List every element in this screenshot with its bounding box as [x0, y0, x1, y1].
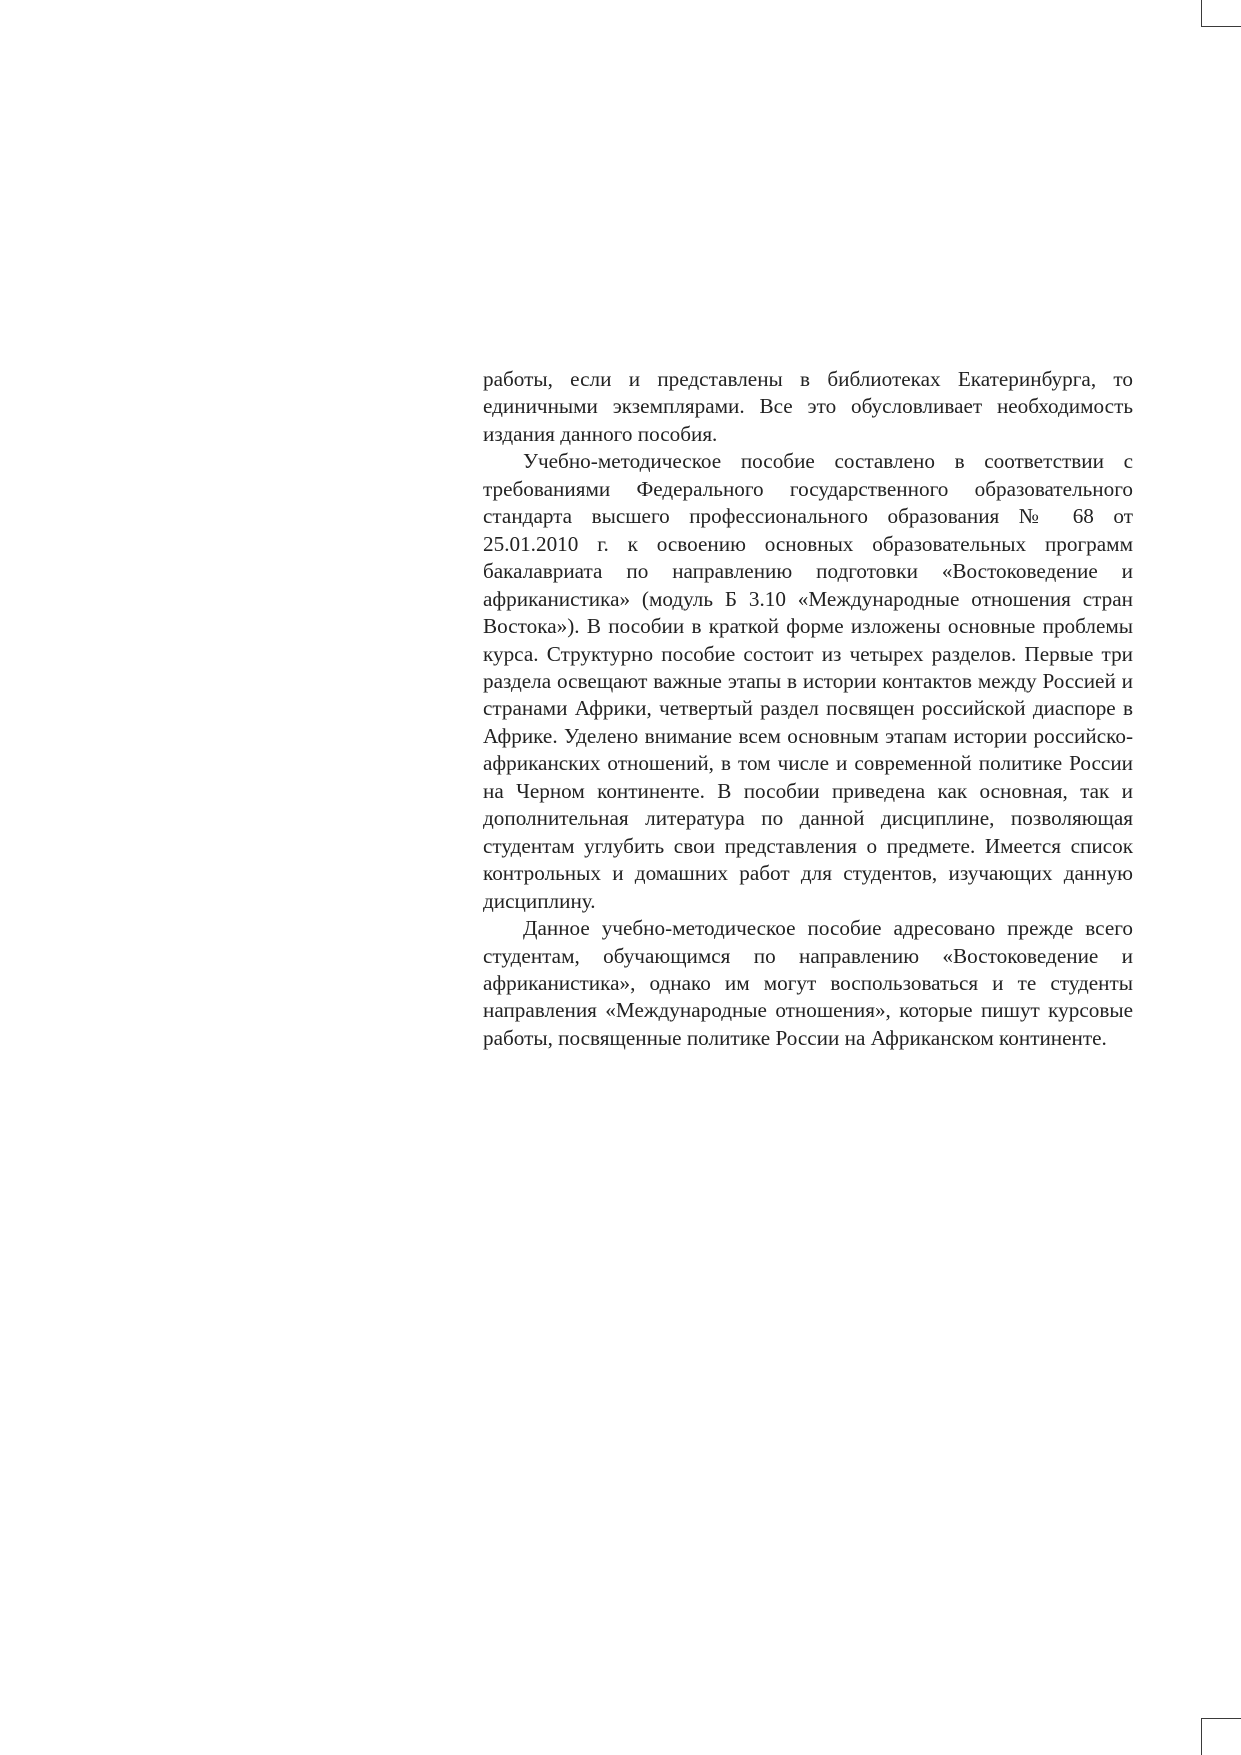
crop-mark-bottom-vertical	[1201, 1718, 1202, 1755]
paragraph-continuation: работы, если и представлены в библиотеках Екатеринбурга, то единичными экземплярами. Все это обусловливает необходимость издания данного пособия.	[483, 367, 1133, 446]
body-text	[483, 366, 1133, 1052]
crop-mark-bottom-horizontal	[1201, 1718, 1241, 1719]
paragraph-purpose: Учебно-методическое пособие составлено в соответствии с требованиями Федерального государственного образовательного стандарта высшего профессионального образования № 68 от 25.01.2010 г. к освоению основных образовательных программ бакалавриата по направлению подготовки «Востоковедение и африканистика» (модуль Б 3.10 «Международные отношения стран Востока»). В пособии в краткой форме изложены основные проблемы курса. Структурно пособие состоит из четырех разделов. Первые три раздела освещают важные этапы в истории контактов между Россией и странами Африки, четвертый раздел посвящен российской диаспоре в Африке. Уделено внимание всем основным этапам истории российско-африканских отношений, в том числе и современной политике России на Черном континенте. В пособии приведена как основная, так и дополнительная литература по данной дисциплине, позволяющая студентам углубить свои представления о предмете. Имеется список контрольных и домашних работ для студентов, изучающих данную дисциплину.	[483, 449, 1133, 913]
paragraph-audience: Данное учебно-методическое пособие адресовано прежде всего студентам, обучающимся по направлению «Востоковедение и африканистика», однако им могут воспользоваться и те студенты направления «Международные отношения», которые пишут курсовые работы, посвященные политике России на Африканском континенте.	[483, 916, 1133, 1050]
crop-mark-top-vertical	[1201, 0, 1202, 27]
crop-mark-top-horizontal	[1201, 26, 1241, 27]
